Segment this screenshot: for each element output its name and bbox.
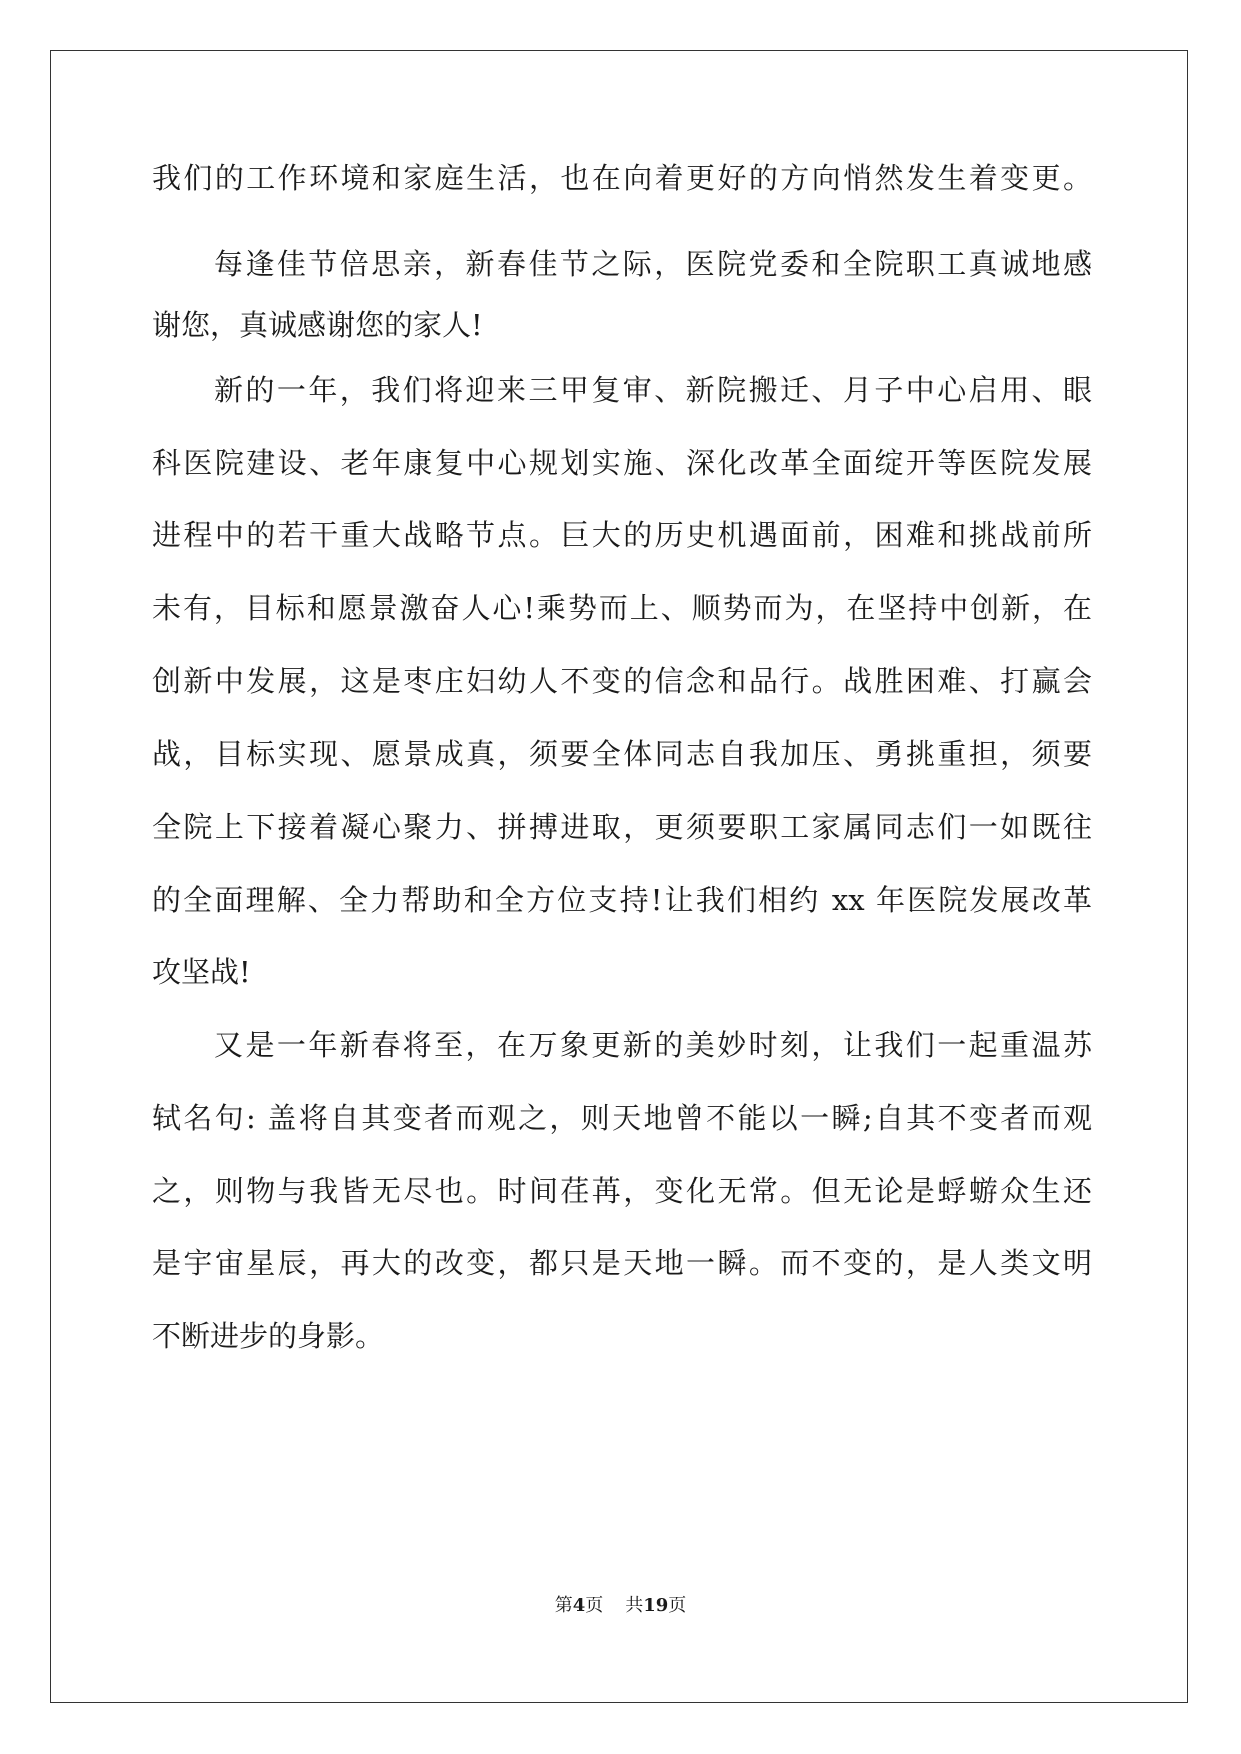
total-pages: 19 (643, 1595, 669, 1616)
text-line: 不断进步的身影。 (152, 1319, 385, 1353)
text-line: 未有，目标和愿景激奋人心!乘势而上、顺势而为，在坚持中创新，在 (152, 591, 1092, 625)
page-suffix: 页 (585, 1595, 604, 1616)
text-line: 战，目标实现、愿景成真，须要全体同志自我加压、勇挑重担，须要 (152, 737, 1092, 771)
text-line: 创新中发展，这是枣庄妇幼人不变的信念和品行。战胜困难、打赢会 (152, 664, 1092, 698)
text-line: 轼名句: 盖将自其变者而观之，则天地曾不能以一瞬;自其不变者而观 (152, 1101, 1092, 1135)
text-line: 是宇宙星辰，再大的改变，都只是天地一瞬。而不变的，是人类文明 (152, 1246, 1092, 1280)
text-line: 进程中的若干重大战略节点。巨大的历史机遇面前，困难和挑战前所 (152, 518, 1092, 552)
text-line: 又是一年新春将至，在万象更新的美妙时刻，让我们一起重温苏 (214, 1028, 1092, 1062)
total-suffix: 页 (668, 1595, 687, 1616)
text-line: 科医院建设、老年康复中心规划实施、深化改革全面绽开等医院发展 (152, 446, 1092, 480)
text-line: 之，则物与我皆无尽也。时间荏苒，变化无常。但无论是蜉蝣众生还 (152, 1174, 1092, 1208)
text-line: 每逢佳节倍思亲，新春佳节之际，医院党委和全院职工真诚地感 (214, 247, 1092, 281)
text-line: 新的一年，我们将迎来三甲复审、新院搬迁、月子中心启用、眼 (214, 373, 1092, 407)
page-number: 4 (572, 1595, 586, 1616)
page-prefix: 第 (554, 1595, 573, 1616)
page-footer (0, 1594, 1241, 1618)
text-line: 攻坚战! (152, 955, 251, 989)
total-prefix: 共 (625, 1595, 644, 1616)
text-line: 谢您，真诚感谢您的家人! (152, 308, 483, 342)
text-line: 全院上下接着凝心聚力、拼搏进取，更须要职工家属同志们一如既往 (152, 810, 1092, 844)
text-line: 我们的工作环境和家庭生活，也在向着更好的方向悄然发生着变更。 (152, 161, 1092, 195)
text-line: 的全面理解、全力帮助和全方位支持!让我们相约 xx 年医院发展改革 (152, 883, 1092, 917)
page-border (50, 50, 1188, 1703)
